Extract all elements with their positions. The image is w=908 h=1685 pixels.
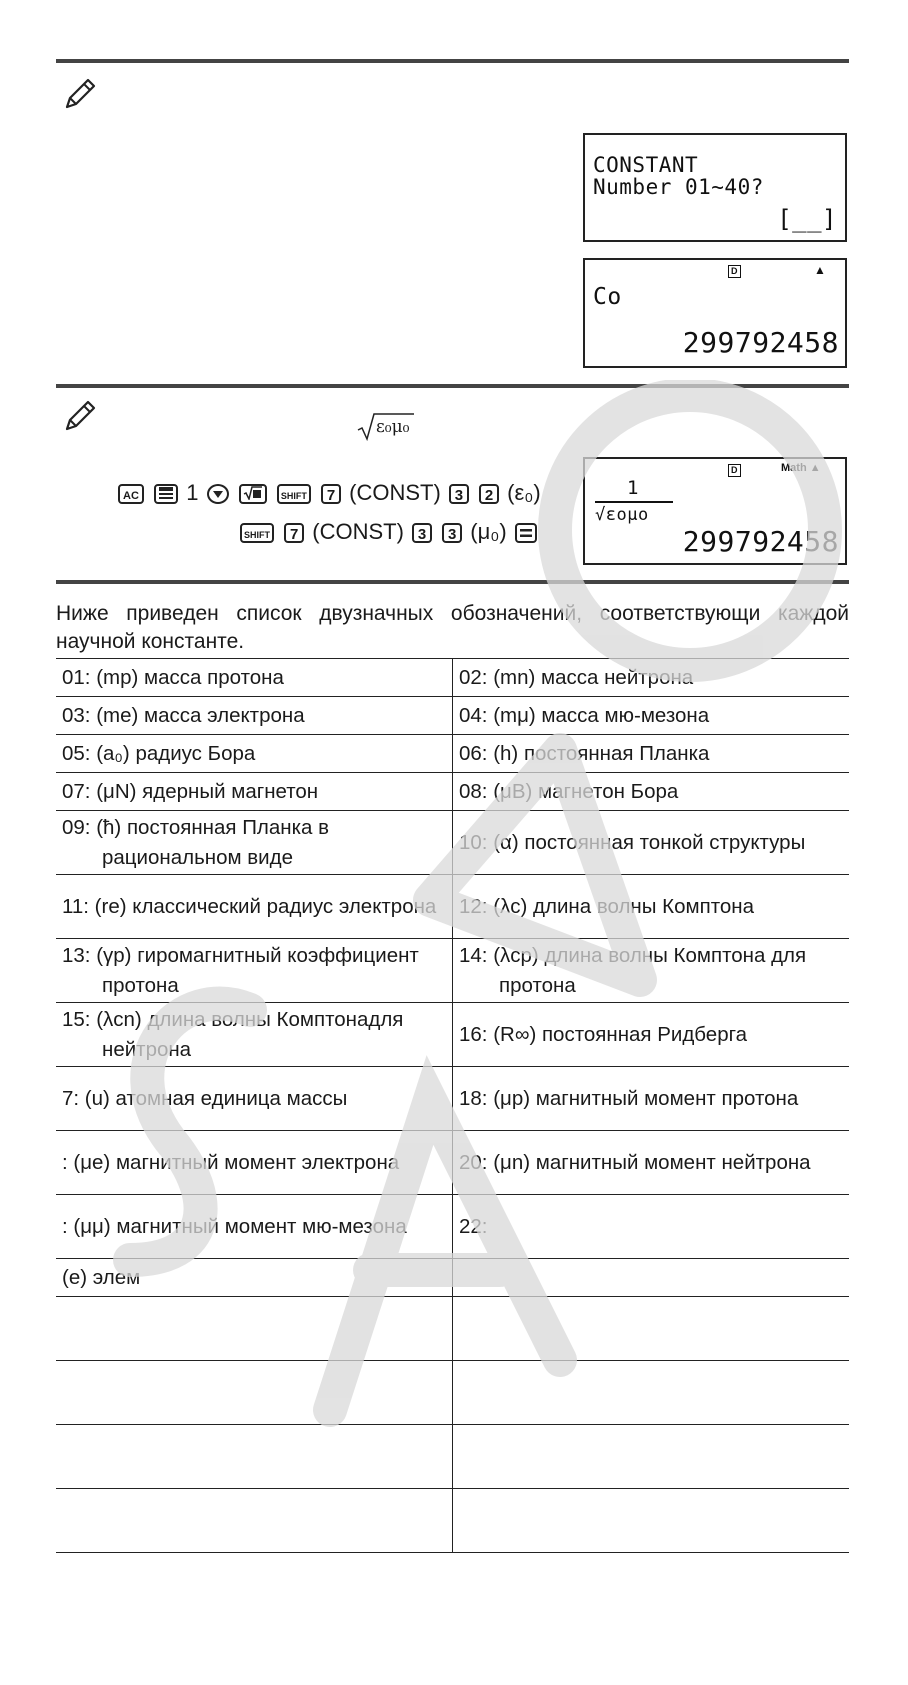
sqrt-key [239, 484, 267, 504]
table-cell-left [56, 1425, 453, 1489]
middle-rule [56, 384, 849, 388]
table-row [56, 1067, 849, 1131]
table-row [56, 659, 849, 697]
table-row [56, 1297, 849, 1361]
constant-label: 16: (R∞) постоянная Ридберга [459, 1022, 748, 1046]
constant-label: 02: (mn) масса нейтрона [459, 665, 694, 689]
constant-label: 12: (λc) длина волны Комптона [459, 894, 754, 918]
table-row [56, 1195, 849, 1259]
lcd-value: 299792458 [682, 326, 839, 359]
section-rule [56, 580, 849, 584]
fraction-numerator: 1 [627, 477, 639, 499]
shift-key: SHIFT [277, 484, 311, 504]
constant-label: 11: (re) классический радиус электрона [62, 894, 437, 918]
lcd-result-co [583, 258, 847, 368]
lcd-result-math [583, 457, 847, 565]
lcd-value: 299792458 [682, 525, 839, 558]
lcd-line-2: Number 01~40? [593, 175, 764, 199]
key-7: 7 [284, 523, 304, 543]
key-3: 3 [412, 523, 432, 543]
key-1-text: 1 [186, 480, 199, 505]
table-cell-left [56, 1297, 453, 1361]
key-2: 2 [479, 484, 499, 504]
table-cell-right [453, 1195, 850, 1259]
table-cell-right [453, 1425, 850, 1489]
table-cell-left [56, 875, 453, 939]
table-row [56, 1003, 849, 1067]
constant-label: 03: (me) масса электрона [62, 703, 305, 727]
lcd-input: [__] [777, 205, 837, 233]
table-cell-right [453, 939, 850, 1003]
table-cell-left [56, 939, 453, 1003]
pencil-icon [62, 398, 98, 434]
table-row [56, 939, 849, 1003]
lcd-line-1: CONSTANT [593, 153, 699, 177]
table-cell-left [56, 697, 453, 735]
key-sequence-line-2 [238, 519, 539, 545]
table-cell-left [56, 1195, 453, 1259]
constant-label: 04: (mμ) масса мю-мезона [459, 703, 710, 727]
constant-label: 7: (u) атомная единица массы [62, 1086, 348, 1110]
table-row [56, 875, 849, 939]
constant-label: 22: [459, 1214, 488, 1238]
table-cell-right [453, 1067, 850, 1131]
table-row [56, 811, 849, 875]
top-rule [56, 59, 849, 63]
table-row [56, 773, 849, 811]
lcd-label: Co [593, 284, 622, 310]
constant-label: 01: (mp) масса протона [62, 665, 284, 689]
table-cell-right [453, 735, 850, 773]
table-row [56, 735, 849, 773]
constant-label: 07: (μN) ядерный магнетон [62, 779, 319, 803]
constant-label: 05: (a₀) радиус Бора [62, 741, 256, 765]
fraction-bar [595, 501, 673, 503]
const-label: (CONST) [349, 480, 441, 505]
down-arrow-key [207, 484, 229, 504]
table-cell-right [453, 811, 850, 875]
table-cell-left [56, 1131, 453, 1195]
fraction-denominator: √εoμo [595, 505, 649, 525]
equals-key [515, 523, 537, 543]
table-cell-left [56, 773, 453, 811]
table-row [56, 697, 849, 735]
pencil-icon [62, 76, 98, 112]
table-cell-left [56, 1003, 453, 1067]
constants-table [56, 658, 849, 1553]
indicator-d: D [728, 464, 741, 477]
table-cell-right [453, 1297, 850, 1361]
table-cell-left [56, 811, 453, 875]
table-cell-left [56, 735, 453, 773]
constant-label: : (μμ) магнитный момент мю-мезона [62, 1214, 407, 1238]
constant-label: (e) элем [62, 1265, 141, 1289]
constant-label: 15: (λcn) длина волны Комптонадля нейтрона [62, 1007, 404, 1061]
table-cell-right [453, 1259, 850, 1297]
table-cell-left [56, 659, 453, 697]
table-cell-right [453, 1003, 850, 1067]
lcd-constant-prompt [583, 133, 847, 242]
key-7: 7 [321, 484, 341, 504]
constant-label: 08: (μB) магнетон Бора [459, 779, 679, 803]
epsilon-label: (ε₀) [507, 480, 541, 505]
table-cell-right [453, 1489, 850, 1553]
table-cell-left [56, 1259, 453, 1297]
table-row [56, 1361, 849, 1425]
menu-key [154, 484, 178, 504]
table-cell-right [453, 1361, 850, 1425]
table-cell-right [453, 1131, 850, 1195]
sqrt-content: ε₀μ₀ [376, 417, 410, 437]
key-3: 3 [449, 484, 469, 504]
constant-label: 20: (μn) магнитный момент нейтрона [459, 1150, 811, 1174]
table-cell-right [453, 773, 850, 811]
table-cell-right [453, 697, 850, 735]
table-row [56, 1259, 849, 1297]
key-3: 3 [442, 523, 462, 543]
const-label: (CONST) [312, 519, 404, 544]
key-sequence-line-1 [116, 480, 541, 506]
table-cell-left [56, 1489, 453, 1553]
intro-paragraph: Ниже приведен список двузначных обозначений, соответствующи каждой научной константе. [56, 602, 849, 653]
table-cell-right [453, 875, 850, 939]
table-row [56, 1131, 849, 1195]
indicator-d: D [728, 265, 741, 278]
constant-label: 10: (α) постоянная тонкой структуры [459, 830, 806, 854]
ac-key: AC [118, 484, 144, 504]
table-cell-right [453, 659, 850, 697]
table-cell-left [56, 1067, 453, 1131]
constant-label: 18: (μp) магнитный момент протона [459, 1086, 799, 1110]
constant-label: 14: (λcp) длина волны Комптона для протона [459, 943, 807, 997]
indicator-math: Math ▲ [781, 462, 821, 474]
constant-label: 13: (γp) гиромагнитный коэффициент протона [62, 943, 419, 997]
mu-label: (μ₀) [470, 519, 507, 544]
shift-key: SHIFT [240, 523, 274, 543]
constant-label: : (μe) магнитный момент электрона [62, 1150, 400, 1174]
table-cell-left [56, 1361, 453, 1425]
constant-label: 06: (h) постоянная Планка [459, 741, 710, 765]
constant-label: 09: (ħ) постоянная Планка в рациональном виде [62, 815, 330, 869]
table-row [56, 1425, 849, 1489]
indicator-arrow: ▲ [814, 263, 826, 277]
table-row [56, 1489, 849, 1553]
